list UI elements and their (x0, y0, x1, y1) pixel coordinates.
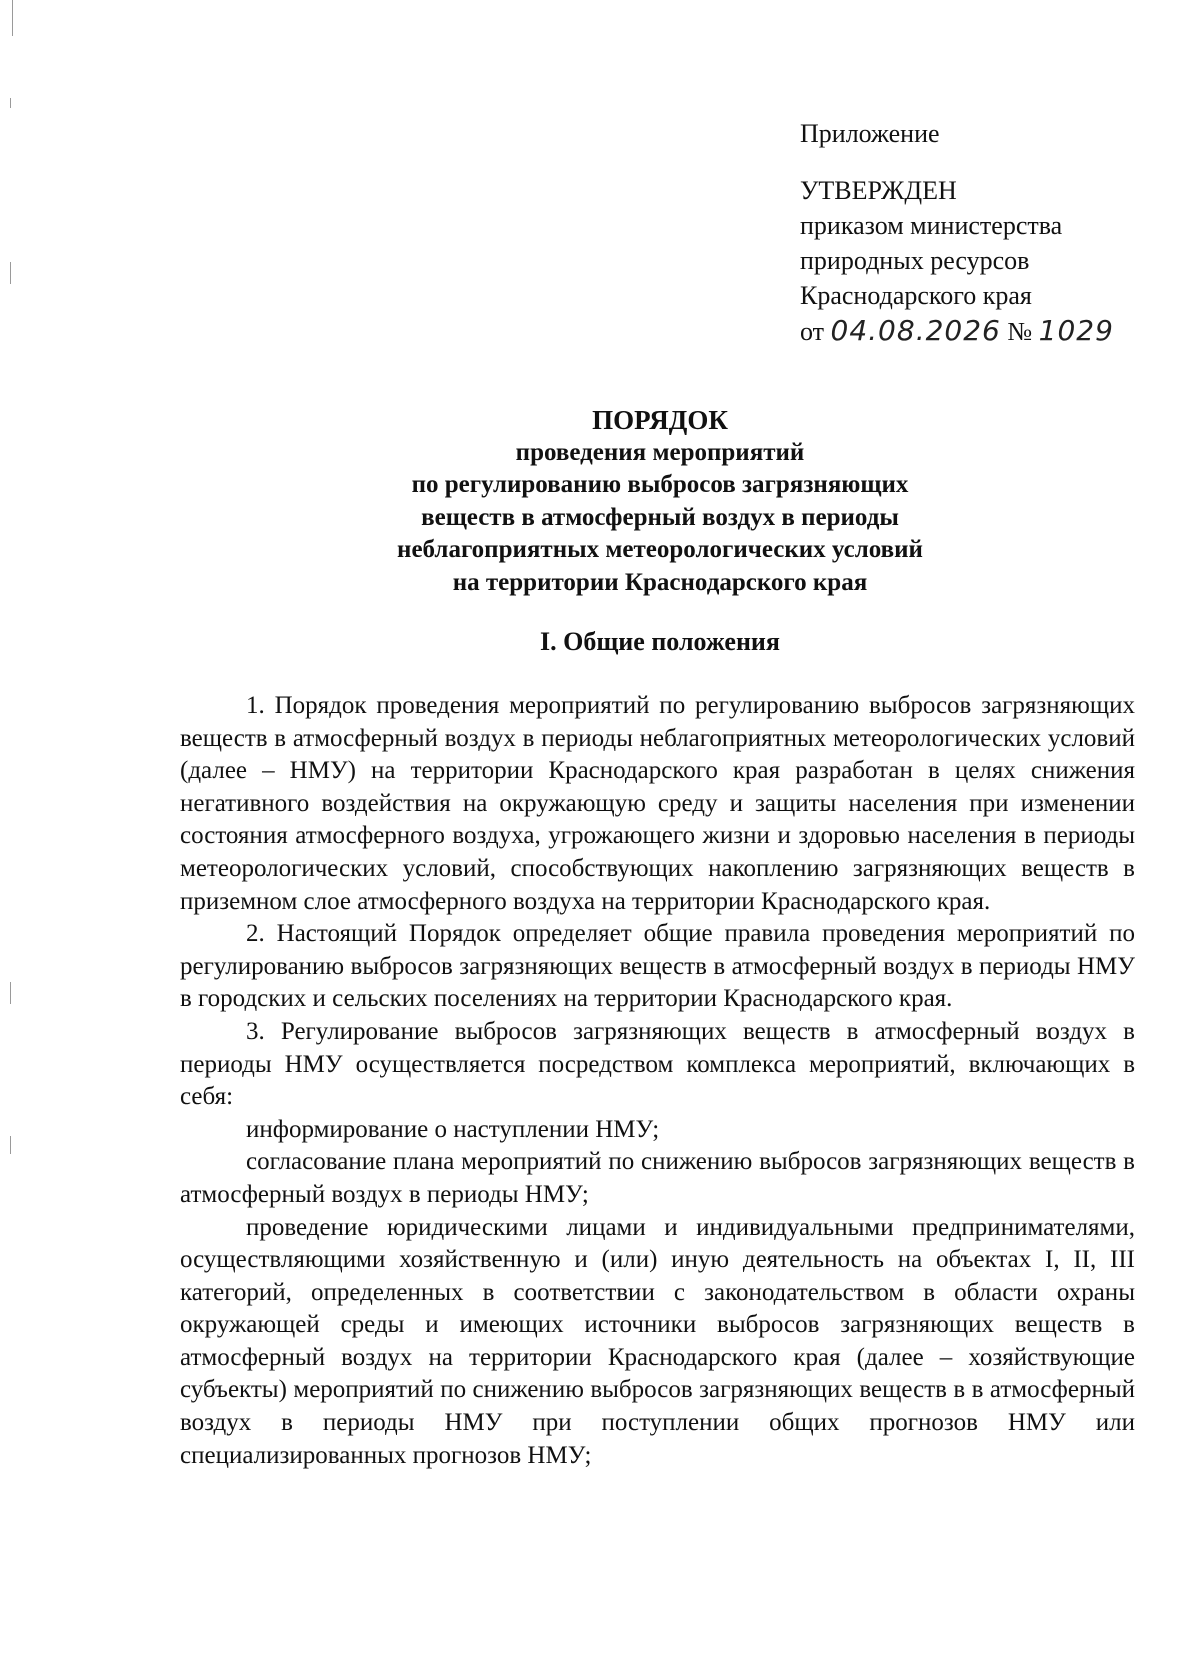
date-prefix: от (800, 317, 825, 346)
scan-mark (10, 982, 11, 1004)
title-line: проведения мероприятий (515, 438, 805, 466)
approval-date-line (800, 313, 1160, 349)
section-heading: I. Общие положения (540, 627, 780, 656)
title-main: ПОРЯДОК (592, 405, 728, 435)
paragraph: 2. Настоящий Порядок определяет общие правила проведения мероприятий по регулированию выбросов загрязняющих веществ в атмосферный воздух в периоды НМУ в городских и сельских поселениях на территории Краснодарского края. (180, 920, 1135, 1013)
number-prefix: № (1007, 317, 1033, 346)
scan-mark (10, 262, 11, 284)
paragraph: 3. Регулирование выбросов загрязняющих веществ в атмосферный воздух в периоды НМУ осуществляется посредством комплекса мероприятий, включающих в себя: (180, 1017, 1135, 1111)
scan-mark (10, 1136, 11, 1154)
approved-label: УТВЕРЖДЕН (800, 176, 957, 205)
appendix-label: Приложение (800, 119, 940, 148)
paragraph: 1. Порядок проведения мероприятий по регулированию выбросов загрязняющих веществ в атмосферный воздух в периоды неблагоприятных метеорологических условий (далее – НМУ) на территории Краснодарского края разработан в целях снижения негативного воздействия на окружающую среду и защиты населения при изменении состояния атмосферного воздуха, угрожающего жизни и здоровью населения в периоды метеорологических условий, способствующих накоплению загрязняющих веществ в приземном слое атмосферного воздуха на территории Краснодарского края. (180, 692, 1135, 915)
document-title (180, 404, 1140, 599)
document-body (180, 690, 1135, 1472)
title-line: по регулированию выбросов загрязняющих (411, 471, 909, 498)
title-line: на территории Краснодарского края (452, 568, 868, 596)
scan-mark (12, 0, 13, 36)
handwritten-date: 04.08.2026 (830, 314, 1001, 347)
approval-line: приказом министерства (800, 211, 1063, 240)
title-line: веществ в атмосферный воздух в периоды (421, 503, 899, 531)
paragraph: информирование о наступлении НМУ; (246, 1115, 660, 1143)
scan-mark (10, 98, 11, 108)
approval-block (800, 116, 1160, 349)
handwritten-number: 1029 (1038, 314, 1114, 347)
paragraph: проведение юридическими лицами и индивидуальными предпринимателями, осуществляющими хозяйственную и (или) иную деятельность на объектах I, II, III категорий, определенных в соответствии с законодательством в области охраны окружающей среды и имеющих источники выбросов загрязняющих веществ в атмосферный воздух на территории Краснодарского края (далее – хозяйствующие субъекты) мероприятий по снижению выбросов загрязняющих веществ в в атмосферный воздух в периоды НМУ при поступлении общих прогнозов НМУ или специализированных прогнозов НМУ; (180, 1213, 1135, 1469)
approval-line: природных ресурсов (800, 246, 1030, 275)
approval-line: Краснодарского края (800, 281, 1032, 310)
title-line: неблагоприятных метеорологических условий (397, 536, 923, 563)
paragraph: согласование плана мероприятий по снижению выбросов загрязняющих веществ в атмосферный воздух в периоды НМУ; (180, 1148, 1135, 1208)
